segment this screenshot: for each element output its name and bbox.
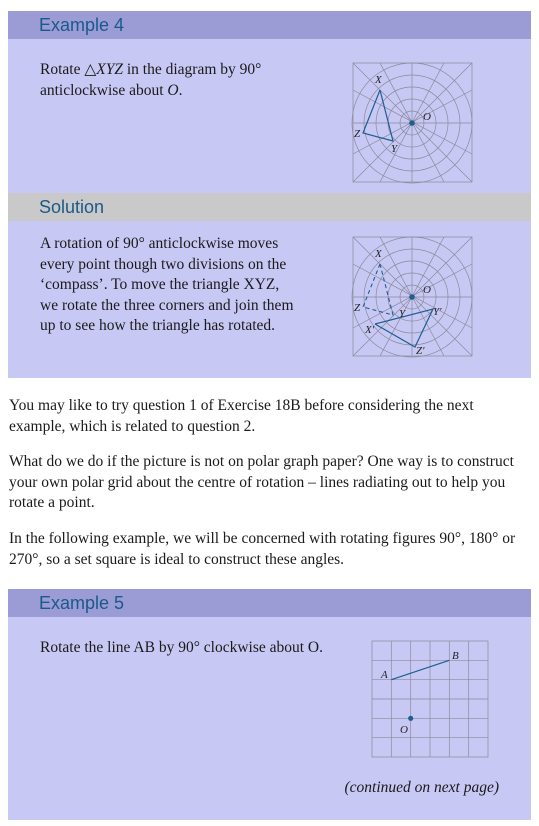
example-4-header bbox=[8, 11, 531, 39]
centre-point bbox=[409, 294, 415, 300]
label-o: O bbox=[400, 724, 408, 736]
body-paragraph-1: You may like to try question 1 of Exercise 18B before considering the next example, which is related to question 2. bbox=[9, 397, 474, 435]
example-5-title: Example 5 bbox=[39, 593, 125, 613]
label-a: A bbox=[381, 669, 388, 681]
line-ab bbox=[391, 660, 449, 679]
centre-point bbox=[408, 716, 413, 721]
label-z: Z bbox=[354, 302, 361, 314]
example-5-question: Rotate the line AB by 90° clockwise about O. bbox=[40, 639, 323, 656]
solution-polar-diagram bbox=[353, 237, 473, 357]
example-4-title: Example 4 bbox=[39, 15, 125, 35]
label-y: Y bbox=[391, 143, 398, 155]
example-4-polar-diagram bbox=[353, 63, 473, 183]
continued-note: (continued on next page) bbox=[344, 779, 499, 796]
example-5-square-grid bbox=[372, 641, 490, 759]
label-y: Y bbox=[399, 308, 406, 320]
label-o: O bbox=[423, 111, 431, 123]
centre-point bbox=[409, 120, 415, 126]
label-z-prime: Z′ bbox=[416, 345, 425, 357]
square-grid bbox=[372, 641, 488, 757]
example-4-question: Rotate △XYZ in the diagram by 90° anticlockwise about O. bbox=[40, 61, 262, 99]
solution-text: A rotation of 90° anticlockwise moves every point though two divisions on the ‘compass’. To move the triangle XYZ, we rotate the three corners and join them up to see how the triangle has rotated. bbox=[40, 235, 294, 335]
label-z: Z bbox=[354, 128, 361, 140]
label-x: X bbox=[375, 74, 382, 86]
solution-title: Solution bbox=[39, 197, 105, 217]
label-x: X bbox=[375, 248, 382, 260]
solution-header bbox=[8, 193, 531, 221]
label-x-prime: X′ bbox=[365, 324, 375, 336]
label-o: O bbox=[423, 284, 431, 296]
body-paragraph-2: What do we do if the picture is not on polar graph paper? One way is to construct your own polar grid about the centre of rotation – lines radiating out to help you rotate a point. bbox=[9, 453, 514, 512]
label-b: B bbox=[452, 650, 459, 662]
example-5-header bbox=[8, 589, 531, 617]
body-paragraph-3: In the following example, we will be concerned with rotating figures 90°, 180° or 270°, so a set square is ideal to construct these angles. bbox=[9, 530, 516, 568]
label-y-prime: Y′ bbox=[433, 306, 442, 318]
